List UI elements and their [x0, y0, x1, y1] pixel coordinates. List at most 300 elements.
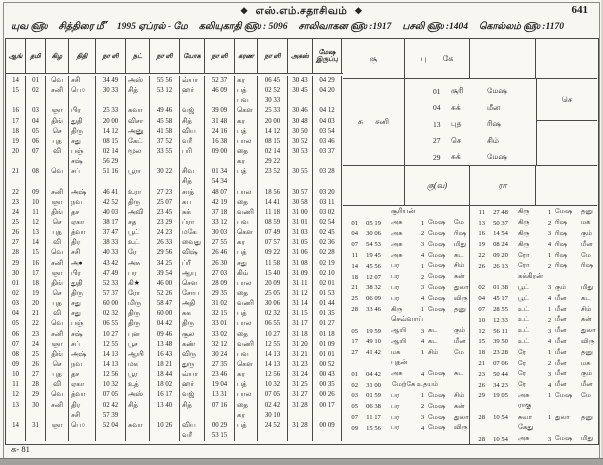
transit-navamsa: மக — [581, 219, 591, 227]
transit-date: 16 — [478, 230, 485, 238]
panchang-cell: 02 28 — [313, 248, 342, 258]
transit-navamsa: தனு — [581, 413, 593, 421]
panchang-cell: 15 — [26, 248, 46, 258]
panchang-cell — [69, 177, 96, 187]
panchang-cell: 24 — [26, 340, 46, 350]
panchang-cell: ப்ரீ — [180, 259, 205, 269]
transit-date: 05 — [351, 403, 358, 411]
ornament-icon: ❖ — [354, 6, 363, 16]
panchang-cell: 07 57 — [258, 238, 288, 248]
panchang-cell: பெ○ — [69, 86, 96, 96]
panchang-cell — [26, 431, 46, 441]
transit-nakshatra: பர — [391, 273, 400, 281]
transit-pada: 4 — [547, 338, 552, 346]
panchang-cell: அசு — [126, 259, 150, 269]
panchang-cell: 31 — [26, 421, 46, 431]
panchang-cell: நவ — [69, 198, 96, 208]
panchang-cell: திங் — [46, 117, 69, 127]
transit-date: 28 — [351, 306, 358, 314]
panchang-cell: ஞா — [46, 421, 69, 431]
transit-rasi: மேஷ — [487, 152, 507, 162]
panchang-cell — [180, 96, 205, 106]
transit-pada: 2 — [547, 219, 552, 227]
panchang-cell: 06 — [6, 330, 26, 340]
panchang-cell: 11 — [6, 380, 26, 390]
transit-navamsa: விரு — [454, 424, 468, 432]
panchang-cell: விசா — [126, 117, 150, 127]
transit-rasi: மீன — [555, 316, 567, 324]
panchang-cell: 30 10 — [258, 411, 288, 421]
transit-date: 21 — [478, 360, 485, 368]
panchang-cell: ப்ரா — [180, 218, 205, 228]
panchang-cell: 48 07 — [205, 188, 235, 198]
panchang-cell: 07 05 — [258, 390, 288, 400]
panchang-cell: வஜ் — [180, 106, 205, 116]
chart-box-kataka: செ — [536, 79, 597, 121]
transit-row — [343, 229, 469, 240]
panchang-cell: 34 25 — [150, 259, 180, 269]
panchang-header-cell: யோக — [180, 39, 205, 73]
transit-navamsa: கட — [454, 251, 464, 259]
panchang-cell: 23 45 — [150, 208, 180, 218]
panchang-cell: 01 35 — [313, 309, 342, 319]
panchang-cell: 02 — [26, 86, 46, 96]
panchang-cell — [288, 431, 313, 441]
panchang-cell: வெ — [46, 248, 69, 258]
transit-nakshatra: அசு — [391, 370, 403, 378]
transit-nakshatra: ரே — [518, 359, 527, 367]
panchang-row — [6, 360, 343, 370]
transit-time: 26 13 — [493, 262, 508, 270]
transit-navamsa: கும் — [454, 327, 466, 335]
transit-navamsa: மிது — [581, 283, 594, 291]
panchang-cell: திரு — [69, 127, 96, 137]
panchang-cell: தை — [235, 330, 258, 340]
panchang-row — [6, 137, 343, 147]
transit-row — [470, 412, 597, 423]
panchang-cell: 31 02 — [205, 299, 235, 309]
panchang-cell: 30 06 — [258, 299, 288, 309]
transit-row — [343, 261, 469, 272]
panchang-cell: 30 45 — [288, 86, 313, 96]
panchang-cell: 31 27 — [288, 390, 313, 400]
chart-box-vrischika: கு(வ) — [405, 165, 470, 205]
transit-date: 18 — [351, 273, 358, 281]
panchang-cell: 23 — [26, 330, 46, 340]
chart-transit-row — [405, 116, 536, 133]
transit-pada: 1 — [420, 262, 425, 270]
transit-navamsa: மே — [581, 391, 591, 399]
chart-box-meena: சூ — [343, 39, 405, 79]
panchang-cell: வரீ — [180, 431, 205, 441]
panchang-cell: 12 — [26, 218, 46, 228]
panchang-cell: சசி — [69, 76, 96, 86]
panchang-cell — [288, 177, 313, 187]
transit-pada: 3 — [420, 327, 425, 335]
panchang-cell — [205, 411, 235, 421]
panchang-header-cell: தமி — [26, 39, 46, 73]
panchang-cell: பவ — [235, 218, 258, 228]
transit-section-label: கேது — [518, 423, 534, 431]
transit-row — [470, 326, 597, 337]
panchang-cell: பத் — [235, 167, 258, 177]
transit-time: 38 32 — [366, 284, 381, 292]
transit-pada: 1 — [420, 306, 425, 314]
panchang-cell: ஏகா — [69, 380, 96, 390]
transit-rasi: மீன — [555, 327, 567, 335]
panchang-header-cell: நா ளி — [96, 39, 126, 73]
panchang-cell — [96, 96, 126, 106]
panchang-cell: தச — [69, 370, 96, 380]
panchang-row — [6, 330, 343, 340]
panchang-row — [6, 208, 343, 218]
panchang-cell: 04 12 — [313, 106, 342, 116]
transit-pada: 1 — [547, 349, 552, 357]
panchang-cell: 30 52 — [288, 137, 313, 147]
transit-navamsa: சிம் — [454, 262, 465, 270]
panchang-cell: செ — [46, 218, 69, 228]
panchang-cell: திங் — [46, 350, 69, 360]
panchang-cell: விய — [180, 421, 205, 431]
chart-transit-list — [405, 83, 536, 165]
era-segment: 1995 ஏப்ரல் - மே — [116, 22, 188, 32]
transit-date: 26 — [478, 262, 485, 270]
panchang-cell: 29 — [6, 259, 26, 269]
transit-date: 07 — [351, 241, 358, 249]
panchang-cell — [205, 157, 235, 167]
panchang-cell: 20 00 — [258, 117, 288, 127]
panchang-cell: 30 53 — [288, 147, 313, 157]
panchang-cell: 16 — [26, 259, 46, 269]
transit-navamsa: மிது — [454, 240, 467, 248]
panchang-cell: 49 46 — [150, 106, 180, 116]
transit-navamsa: சிம் — [454, 391, 465, 399]
transit-navamsa: கட — [454, 370, 464, 378]
panchang-cell — [26, 96, 46, 106]
transit-navamsa: மே — [581, 251, 591, 259]
planet-transits — [343, 206, 597, 444]
panchang-cell: 08 — [26, 167, 46, 177]
panchang-cell: 27 23 — [150, 188, 180, 198]
panchang-cell: 02 01 — [313, 279, 342, 289]
panchang-cell: 26 33 — [150, 238, 180, 248]
transit-pada: 3 — [420, 284, 425, 292]
panchang-cell: நவ — [69, 360, 96, 370]
transit-date: 27 — [351, 349, 358, 357]
transit-pada: 1 — [547, 392, 552, 400]
transit-rasi: மீன — [555, 381, 567, 389]
panchang-cell: அனு — [126, 127, 150, 137]
transit-rasi: மேஷ — [428, 424, 446, 432]
transit-nakshatra: ஆயி — [391, 337, 407, 345]
panchang-cell: ஆயு — [180, 269, 205, 279]
transit-pada: 4 — [547, 295, 552, 303]
transit-rasi: மேஷ — [428, 273, 446, 281]
panchang-cell — [150, 96, 180, 106]
transit-nakshatra: சுவா — [518, 413, 533, 421]
transit-navamsa: ரிஷ — [581, 262, 594, 270]
transit-nakshatra: பர — [391, 413, 400, 421]
panchang-cell: 10 27 — [96, 330, 126, 340]
panchang-cell: 14 13 — [258, 350, 288, 360]
panchang-cell: 51 16 — [96, 167, 126, 177]
panchang-cell: 04 20 — [313, 86, 342, 96]
panchang-row — [6, 117, 343, 127]
panchang-header-cell: நட் — [126, 39, 150, 73]
panchang-cell: கர — [235, 370, 258, 380]
panchang-cell: 37 52 — [150, 137, 180, 147]
transit-rasi: மேஷ — [428, 283, 446, 291]
panchang-cell — [6, 157, 26, 167]
transit-rasi: ரிஷ — [555, 262, 568, 270]
panchang-row — [6, 218, 343, 228]
transit-date: 05 — [351, 327, 358, 335]
panchang-cell: 30 55 — [288, 167, 313, 177]
panchang-cell: 15 — [6, 86, 26, 96]
panchang-cell: பூர — [126, 370, 150, 380]
panchang-cell: சித் — [180, 117, 205, 127]
panchang-cell: 21 — [26, 309, 46, 319]
transit-pada: 1 — [420, 349, 425, 357]
panchang-row — [6, 431, 343, 441]
panchang-cell: 42 19 — [205, 198, 235, 208]
panchang-cell: 31 06 — [288, 248, 313, 258]
panchang-cell: சது — [69, 309, 96, 319]
panchang-cell: 31 14 — [288, 299, 313, 309]
panchang-cell: 30 33 — [96, 86, 126, 96]
panchang-cell — [313, 96, 342, 106]
panchang-cell: 33 55 — [150, 147, 180, 157]
panchang-cell: திரு — [180, 319, 205, 329]
panchang-cell: 47 49 — [96, 269, 126, 279]
panchang-cell: 09 — [6, 360, 26, 370]
panchang-cell: 12 55 — [96, 340, 126, 350]
transit-row — [343, 304, 469, 315]
transit-pada: 1 — [420, 219, 425, 227]
panchang-cell: 30 03 — [205, 228, 235, 238]
transit-rasi: மேஷ — [428, 305, 446, 313]
transit-date: 22 — [478, 252, 485, 260]
panchang-cell: 03 46 — [313, 137, 342, 147]
panchang-cell: 11 58 — [258, 259, 288, 269]
panchang-cell: 04 42 — [150, 319, 180, 329]
panchang-cell: கண் — [180, 340, 205, 350]
transit-rasi: ரிஷ — [555, 219, 568, 227]
transit-time: 04 42 — [366, 370, 381, 378]
transit-navamsa: மீன — [581, 240, 593, 248]
panchang-cell: 02 36 — [313, 238, 342, 248]
panchang-cell: 60 00 — [150, 309, 180, 319]
panchang-cell: 03 11 — [313, 198, 342, 208]
panchang-cell — [258, 177, 288, 187]
transit-navamsa: துலா — [454, 413, 469, 421]
panchang-cell: பர — [126, 269, 150, 279]
panchang-cell: 52 33 — [96, 279, 126, 289]
panchang-cell: 01 — [6, 279, 26, 289]
panchang-cell: 60 00 — [96, 299, 126, 309]
panchang-cell: சனி — [46, 188, 69, 198]
transit-nakshatra: ரோ — [518, 262, 530, 270]
panchang-cell: சனி — [46, 330, 69, 340]
panchang-cell: கி★ — [126, 279, 150, 289]
transit-date: 18 — [478, 349, 485, 357]
transit-row — [470, 315, 597, 326]
panchang-cell: துதி — [69, 279, 96, 289]
panchang-cell: சத — [126, 218, 150, 228]
transit-rasi: மீன — [555, 348, 567, 356]
transit-row — [343, 326, 469, 337]
transit-nakshatra: பூட் — [518, 294, 529, 302]
panchang-row — [6, 198, 343, 208]
transit-nakshatra: அசு — [391, 251, 403, 259]
panchang-cell: 31 08 — [288, 259, 313, 269]
transit-nakshatra: கிரு — [518, 219, 530, 227]
panchang-cell: சித் — [180, 177, 205, 187]
transit-pada: 4 — [547, 241, 552, 249]
panchang-cell: த்வா — [69, 228, 96, 238]
panchang-cell: 31 28 — [288, 401, 313, 411]
panchang-cell: கௌ — [235, 228, 258, 238]
transit-planet: சுக் — [451, 152, 461, 162]
panchang-cell: 57 37 — [96, 289, 126, 299]
panchang-cell: 53 15 — [205, 431, 235, 441]
panchang-cell: வெ — [46, 167, 69, 177]
transit-nakshatra: பர — [391, 294, 400, 302]
panchang-cell: 11 — [26, 208, 46, 218]
panchang-cell: 08 59 — [258, 218, 288, 228]
panchang-cell: 26 30 — [205, 259, 235, 269]
transit-date: 02 — [351, 381, 358, 389]
panchang-cell: 14 — [26, 238, 46, 248]
transit-row — [343, 239, 469, 250]
panchang-cell: 14 12 — [258, 127, 288, 137]
panchang-row — [6, 421, 343, 431]
panchang-cell: 25 33 — [96, 106, 126, 116]
panchang-cell: 26 — [26, 360, 46, 370]
panchang-cell: 46 09 — [205, 86, 235, 96]
transit-navamsa: கன் — [454, 273, 465, 281]
panchang-cell: 30 22 — [150, 167, 180, 177]
panchang-cell: 19 04 — [205, 380, 235, 390]
panchang-cell: 16 — [6, 106, 26, 116]
panchang-cell: 31 24 — [288, 370, 313, 380]
footer-note: க- 81 — [11, 444, 30, 454]
panchang-cell — [258, 431, 288, 441]
panchang-cell — [205, 96, 235, 106]
panchang-cell: 01 01 — [313, 350, 342, 360]
panchang-row — [6, 279, 343, 289]
panchang-cell: கௌ — [235, 360, 258, 370]
transit-time: 06 09 — [366, 295, 381, 303]
panchang-cell: பால — [235, 319, 258, 329]
panchang-cell: 09 46 — [150, 330, 180, 340]
panchang-header-row — [6, 39, 343, 74]
panchang-cell: 42 52 — [96, 198, 126, 208]
transit-pada: 1 — [547, 252, 552, 260]
panchang-cell: பிர — [69, 269, 96, 279]
panchang-cell: 37 47 — [96, 228, 126, 238]
transit-navamsa: கன் — [581, 316, 592, 324]
transit-date: 15 — [478, 338, 485, 346]
panchang-cell: 30 46 — [288, 106, 313, 116]
panchang-cell: ரோ — [126, 289, 150, 299]
panchang-header-cell: திதி — [69, 39, 96, 73]
panchang-cell: விஷ் — [180, 248, 205, 258]
panchang-cell: 09 00 — [205, 147, 235, 157]
transit-nakshatra: உட் — [518, 305, 530, 313]
transit-row — [470, 283, 597, 294]
panchang-header-cell: மேஷ இருப்பு — [313, 39, 342, 73]
panchang-cell: 27 55 — [205, 238, 235, 248]
panchang-cell: 03 02 — [313, 208, 342, 218]
transit-navamsa: மீன — [454, 337, 466, 345]
transit-time: 15 56 — [366, 424, 381, 432]
transit-time: 09 20 — [493, 252, 508, 260]
panchang-cell: 09 — [26, 188, 46, 198]
transit-time: 06 38 — [366, 403, 381, 411]
panchang-cell: சசி — [69, 411, 96, 421]
panchang-cell: வரீ — [180, 137, 205, 147]
panchang-cell: 18 — [6, 127, 26, 137]
panchang-cell: 26 46 — [205, 248, 235, 258]
transit-nakshatra: உட் — [518, 327, 530, 335]
chart-transit-row — [405, 149, 536, 166]
panchang-cell: பத் — [235, 86, 258, 96]
panchang-cell: 00 52 — [313, 360, 342, 370]
panchang-cell: புன — [126, 330, 150, 340]
panchang-cell: சனி — [46, 401, 69, 411]
panchang-cell: 27 — [6, 238, 26, 248]
panchang-cell: தை — [235, 147, 258, 157]
panchang-row — [6, 289, 343, 299]
transit-rasi: மீன — [555, 370, 567, 378]
transit-pada: 4 — [420, 295, 425, 303]
chart-box-thula: ரா — [470, 165, 536, 205]
panchang-row — [6, 167, 343, 177]
transit-rasi: மீன — [555, 305, 567, 313]
panchang-cell: 02 19 — [313, 259, 342, 269]
panchang-row — [6, 177, 343, 187]
panchang-cell: 14 12 — [96, 127, 126, 137]
panchang-cell: அஷ் — [69, 350, 96, 360]
panchang-cell: 38 33 — [96, 238, 126, 248]
panchang-cell: 17 — [26, 269, 46, 279]
transit-navamsa: விரு — [581, 337, 595, 345]
panchang-row — [6, 259, 343, 269]
panchang-cell: 01 27 — [313, 319, 342, 329]
panchang-cell: புத — [46, 299, 69, 309]
panchang-cell: 30 — [26, 401, 46, 411]
panchang-cell: 30 — [6, 269, 26, 279]
transit-rasi: சிம் — [487, 135, 499, 145]
panchang-header-cell: ஆங் — [6, 39, 26, 73]
panchang-cell: திரு — [126, 319, 150, 329]
transit-time: 30 06 — [366, 230, 381, 238]
panchang-cell — [313, 411, 342, 421]
panchang-header-cell: அகஸ் — [288, 39, 313, 73]
transit-rasi: மீன — [487, 102, 501, 112]
panchang-cell: துதி — [69, 117, 96, 127]
right-section — [343, 39, 597, 444]
panchang-cell: 31 00 — [288, 208, 313, 218]
panchang-cell: 25 — [26, 350, 46, 360]
transit-date: 21 — [351, 284, 358, 292]
panchang-cell — [46, 157, 69, 167]
panchang-cell: 01 18 — [313, 330, 342, 340]
transit-date: 11 — [478, 208, 485, 216]
panchang-cell: சது — [69, 137, 96, 147]
panchang-cell: 02 32 — [96, 309, 126, 319]
